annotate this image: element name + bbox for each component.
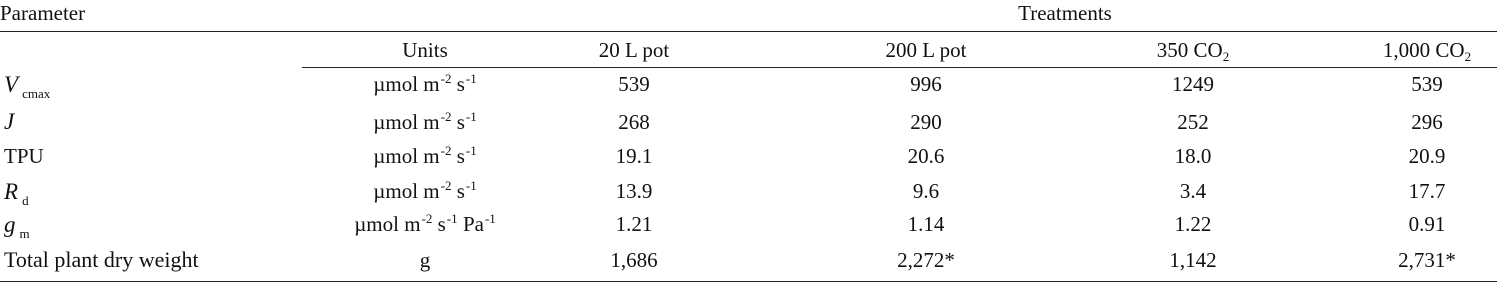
unit-cell [373, 109, 477, 134]
col-header-1000-co2 [1382, 38, 1472, 64]
value-200l: 20.6 [907, 144, 945, 168]
unit-sup: -2 [440, 143, 452, 158]
col-header-350-co2 [1156, 38, 1230, 64]
param-cell [4, 179, 29, 208]
value-20l: 539 [618, 72, 650, 96]
unit-main: g [419, 248, 431, 272]
param-sub: d [22, 193, 29, 208]
value-20l: 13.9 [615, 179, 653, 203]
param-cell [4, 110, 14, 133]
unit-sup: -1 [465, 71, 477, 86]
unit-cell [354, 211, 496, 236]
top-rule [0, 31, 1497, 32]
value-1000: 20.9 [1408, 144, 1446, 168]
param-cell [4, 212, 30, 241]
unit-cell [373, 71, 477, 96]
unit-sup: -2 [440, 109, 452, 124]
value-20l: 268 [618, 110, 650, 134]
unit-sup: -1 [446, 211, 458, 226]
unit-cell [373, 178, 477, 203]
value-200l: 1.14 [907, 212, 945, 236]
unit-mid: s [432, 212, 446, 236]
unit-extra: Pa [457, 212, 484, 236]
unit-sup: -1 [484, 211, 496, 226]
unit-main: µmol m [373, 72, 440, 96]
value-350: 1,142 [1169, 248, 1217, 272]
value-350: 1.22 [1174, 212, 1212, 236]
value-200l: 996 [910, 72, 942, 96]
header-rule [302, 67, 1497, 68]
unit-sup: -2 [440, 178, 452, 193]
value-20l: 1.21 [615, 212, 653, 236]
param-main: J [4, 109, 15, 134]
unit-sup: -1 [465, 178, 477, 193]
col-1000-main: 1,000 CO [1382, 38, 1465, 62]
parameter-header: Parameter [0, 1, 86, 25]
param-cell [4, 72, 51, 101]
value-200l: 290 [910, 110, 942, 134]
unit-main: µmol m [373, 144, 440, 168]
value-350: 3.4 [1179, 179, 1207, 203]
param-sub: m [19, 226, 30, 241]
col-header-20l-pot: 20 L pot [598, 38, 670, 62]
unit-cell [420, 250, 431, 271]
value-1000: 17.7 [1408, 179, 1446, 203]
units-header: Units [402, 38, 448, 62]
param-main: R [4, 179, 19, 204]
unit-sup: -1 [465, 109, 477, 124]
value-200l: 2,272* [897, 248, 955, 272]
unit-mid: s [451, 110, 465, 134]
value-1000: 0.91 [1408, 212, 1446, 236]
unit-sup: -2 [421, 211, 433, 226]
unit-main: µmol m [373, 179, 440, 203]
unit-sup: -2 [440, 71, 452, 86]
value-1000: 2,731* [1398, 248, 1456, 272]
param-cell [4, 146, 44, 167]
unit-cell [373, 143, 477, 168]
unit-mid: s [451, 72, 465, 96]
value-1000: 539 [1411, 72, 1443, 96]
value-20l: 1,686 [610, 248, 658, 272]
param-sub: cmax [22, 86, 51, 101]
col-350-sub: 2 [1222, 49, 1230, 64]
value-350: 18.0 [1174, 144, 1212, 168]
value-350: 1249 [1172, 72, 1214, 96]
value-350: 252 [1177, 110, 1209, 134]
param-cell [4, 249, 199, 271]
unit-main: µmol m [373, 110, 440, 134]
value-200l: 9.6 [912, 179, 940, 203]
value-20l: 19.1 [615, 144, 653, 168]
value-1000: 296 [1411, 110, 1443, 134]
param-main: g [4, 212, 16, 237]
col-1000-sub: 2 [1464, 49, 1472, 64]
bottom-rule [0, 281, 1497, 282]
param-main: V [4, 72, 19, 97]
unit-mid: s [451, 179, 465, 203]
param-main: TPU [4, 144, 44, 168]
col-header-200l-pot: 200 L pot [885, 38, 967, 62]
col-350-main: 350 CO [1156, 38, 1223, 62]
unit-main: µmol m [354, 212, 421, 236]
param-main: Total plant dry weight [4, 247, 199, 272]
unit-sup: -1 [465, 143, 477, 158]
treatments-header: Treatments [1018, 1, 1112, 25]
unit-mid: s [451, 144, 465, 168]
